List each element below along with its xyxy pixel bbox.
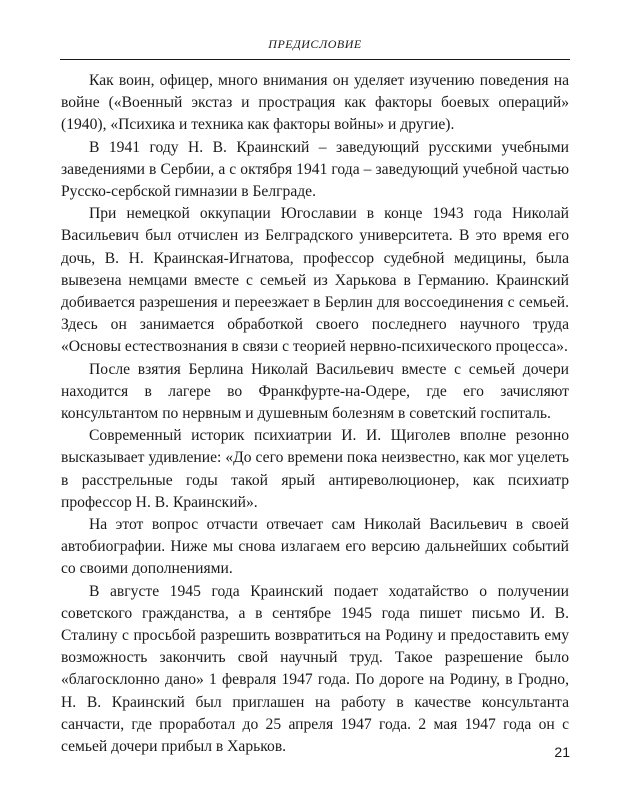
paragraph: При немецкой оккупации Югославии в конце 1943 года Николай Васильевич был отчислен из Белградского университета. В это время его дочь, В. Н. Краинская-Игнатова, профессор судебной медицины, была вывезена немцами вместе с семьей из Харькова в Германию. Краинский добивается разрешения и переезжает в Берлин для воссоединения с семьей. Здесь он занимается обработкой своего последнего научного труда «Основы естествознания в связи с теорией нервно-психического процесса». [61,205,569,356]
paragraph: Современный историк психиатрии И. И. Щиголев вполне резонно высказывает удивление: «До сего времени пока неизвестно, как мог уцелеть в расстрельные годы такой ярый антиреволюционер, как психиатр профессор Н. В. Краинский». [61,427,569,511]
paragraph: В 1941 году Н. В. Краинский – заведующий русскими учебными заведениями в Сербии, а с октября 1941 года – заведующий учебной частью Русско-сербской гимназии в Белграде. [61,138,569,201]
header-rule [60,59,570,60]
body-text [61,70,569,758]
paragraph: На этот вопрос отчасти отвечает сам Николай Васильевич в своей автобиографии. Ниже мы снова излагаем его версию дальнейших событий со своими дополнениями. [61,516,569,578]
paragraph: В августе 1945 года Краинский подает ходатайство о получении советского гражданства, а в сентябре 1945 года пишет письмо И. В. Сталину с просьбой разрешить возвратиться на Родину и предоставить ему возможность закончить свой научный труд. Такое разрешение было «благосклонно дано» 1 февраля 1947 года. По дороге на Родину, в Гродно, Н. В. Краинский был приглашен на работу в качестве консультанта санчасти, где проработал до 25 апреля 1947 года. 2 мая 1947 года он с семьей дочери прибыл в Харьков. [61,582,569,756]
page-number: 21 [554,744,570,760]
running-header: ПРЕДИСЛОВИЕ [268,37,362,51]
paragraph: Как воин, офицер, много внимания он уделяет изучению поведения на войне («Военный экстаз и прострация как факторы боевых операций» (1940), «Психика и техника как факторы войны» и другие). [61,72,569,134]
paragraph: После взятия Берлина Николай Васильевич вместе с семьей дочери находится в лагере во Франкфурте-на-Одере, где его зачисляют консультантом по нервным и душевным болезням в советский госпиталь. [61,360,569,423]
